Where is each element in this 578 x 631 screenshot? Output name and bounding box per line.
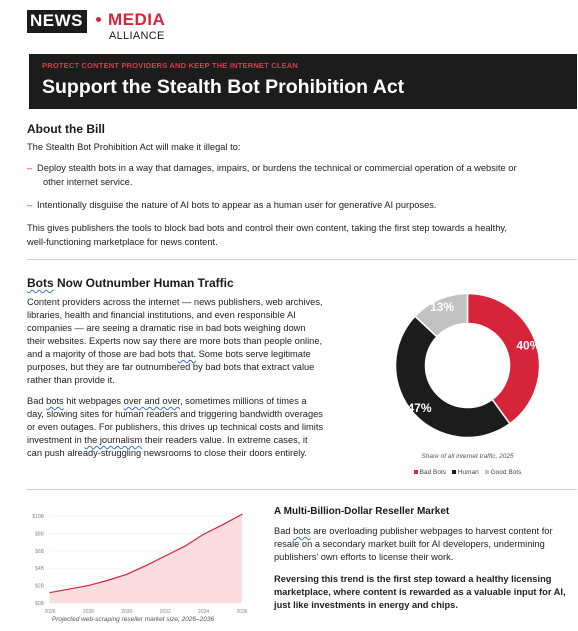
legend-swatch [452, 470, 456, 474]
data-point [241, 514, 242, 515]
logo-dot [96, 17, 101, 22]
x-tick-label: 2036 [236, 609, 248, 615]
bots-p1-line: their websites. Experts now say there are more bots than people online, [27, 336, 323, 346]
donut-slice-human [396, 316, 510, 437]
text-span: over and over [123, 396, 181, 406]
header-banner [29, 54, 577, 109]
banner-kicker: PROTECT CONTENT PROVIDERS AND KEEP THE INTERNET CLEAN [42, 61, 299, 70]
bots-p2-line: can push already-struggling newsrooms to close their doors entirely. [27, 448, 307, 458]
y-tick-label: $10B [32, 514, 44, 520]
data-point [222, 524, 223, 525]
about-closing-line-1: This gives publishers the tools to block bad bots and control their own content, taking the first step towards a healthy, [27, 223, 507, 233]
page-title: Support the Stealth Bot Prohibition Act [42, 76, 405, 98]
about-heading: About the Bill [27, 122, 105, 136]
data-point [145, 565, 146, 566]
text-span: that. [177, 349, 197, 359]
text-span: investment in [27, 435, 85, 445]
section-divider [27, 489, 577, 490]
bots-p2-line [27, 433, 308, 447]
legend-item-human [452, 469, 479, 476]
donut-slice-label: 13% [430, 299, 455, 314]
bots-p1-line: companies — are seeing a dramatic rise in bad bots weighing down [27, 323, 306, 333]
bots-p2-line: or even outages. For publishers, this drives up technical costs and limits [27, 422, 324, 432]
x-tick-label: 2032 [159, 609, 171, 615]
reseller-market-chart [28, 508, 250, 618]
donut-slice-label: 47% [407, 400, 432, 415]
text-span: Bad [274, 526, 294, 536]
area-fill [50, 514, 242, 603]
logo-news-text: NEWS [27, 10, 87, 33]
text-span: and a majority of those are bad bots [27, 349, 178, 359]
text-span: their readers value. In extreme cases, it [142, 435, 308, 445]
data-point [203, 534, 204, 535]
about-intro: The Stealth Bot Prohibition Act will make it illegal to: [27, 142, 241, 152]
legend-label: Bad Bots [419, 469, 447, 476]
bill-bullet-2 [27, 198, 572, 212]
legend-swatch [485, 470, 489, 474]
reseller-p1-line: publishers' own efforts to license their work. [274, 552, 454, 562]
bots-p2-line [27, 394, 307, 408]
reseller-p1-line: resale on a secondary market built for AI developers, undermining [274, 539, 545, 549]
bullet-line: Intentionally disguise the nature of AI bots to appear as a human user for generative AI purposes. [37, 200, 437, 210]
data-point [69, 588, 70, 589]
reseller-p1-line [274, 524, 553, 538]
donut-caption: Share of all internet traffic, 2025 [421, 453, 514, 460]
text-span: bots [293, 526, 311, 536]
bots-p1-line: Content providers across the internet — news publishers, web archives, [27, 297, 323, 307]
x-tick-label: 2030 [121, 609, 133, 615]
legend-swatch [414, 470, 418, 474]
legend-item-bad-bots [414, 469, 446, 476]
data-point [88, 585, 89, 586]
about-closing-line-2: well-functioning marketplace for news content. [27, 237, 218, 247]
donut-legend [395, 469, 540, 476]
bullet-dash: – [27, 163, 33, 173]
bots-heading [27, 276, 234, 290]
x-tick-label: 2034 [198, 609, 210, 615]
bullet-line: other internet service. [43, 177, 133, 187]
traffic-donut-chart [395, 293, 540, 438]
bots-p2-line: day, slowing sites for human readers and triggering bandwidth overages [27, 409, 323, 419]
bullet-line: Deploy stealth bots in a way that damages, impairs, or burdens the technical or commercial operation of a website or [37, 163, 517, 173]
logo-alliance-text: ALLIANCE [109, 30, 165, 42]
bots-p1-line: purposes, but they are far outnumbered by bad bots that extract value [27, 362, 315, 372]
logo-media-text: MEDIA [108, 10, 166, 29]
donut-slice-label: 40% [516, 338, 540, 353]
text-span: bots [46, 396, 64, 406]
legend-item-good-bots [485, 469, 522, 476]
x-tick-label: 2028 [82, 609, 94, 615]
data-point [165, 555, 166, 556]
bill-bullet-1 [27, 161, 572, 189]
text-span: are overloading publisher webpages to harvest content for [310, 526, 553, 536]
data-point [107, 580, 108, 581]
bots-p1-line [27, 347, 311, 361]
data-point [126, 574, 127, 575]
text-span: hit webpages [63, 396, 124, 406]
x-tick-label: 2026 [44, 609, 56, 615]
text-span: Bad [27, 396, 47, 406]
y-tick-label: $4B [35, 566, 44, 573]
y-tick-label: $0B [35, 601, 44, 607]
y-tick-label: $8B [35, 531, 44, 538]
bullet-dash: – [27, 200, 33, 210]
data-point [49, 592, 50, 593]
data-point [184, 546, 185, 547]
donut-slice-bad-bots [468, 294, 540, 424]
line-chart-caption: Projected web-scraping reseller market size, 2026–2036 [51, 616, 215, 623]
bots-p1-line: rather than provide it. [27, 375, 115, 385]
reseller-heading: A Multi-Billion-Dollar Reseller Market [274, 506, 450, 517]
text-span: , sometimes millions of times a [180, 396, 307, 406]
y-tick-label: $6B [35, 548, 44, 555]
bots-p1-line: libraries, health and financial institutions, and even responsible AI [27, 310, 296, 320]
y-tick-label: $2B [35, 583, 44, 590]
section-divider [27, 259, 577, 260]
reseller-bold-line: Reversing this trend is the first step toward a healthy licensing [274, 574, 552, 584]
bots-heading-word: Bots [27, 276, 54, 290]
reseller-bold-line: just like investments in energy and chips. [274, 600, 458, 610]
text-span: the journalism [84, 435, 143, 445]
text-span: Some bots serve legitimate [196, 349, 311, 359]
bots-heading-rest: Now Outnumber Human Traffic [53, 276, 234, 290]
legend-label: Good Bots [490, 469, 522, 476]
legend-label: Human [457, 469, 479, 476]
reseller-bold-line: marketplace, where content is rewarded as a valuable input for AI, [274, 587, 566, 597]
